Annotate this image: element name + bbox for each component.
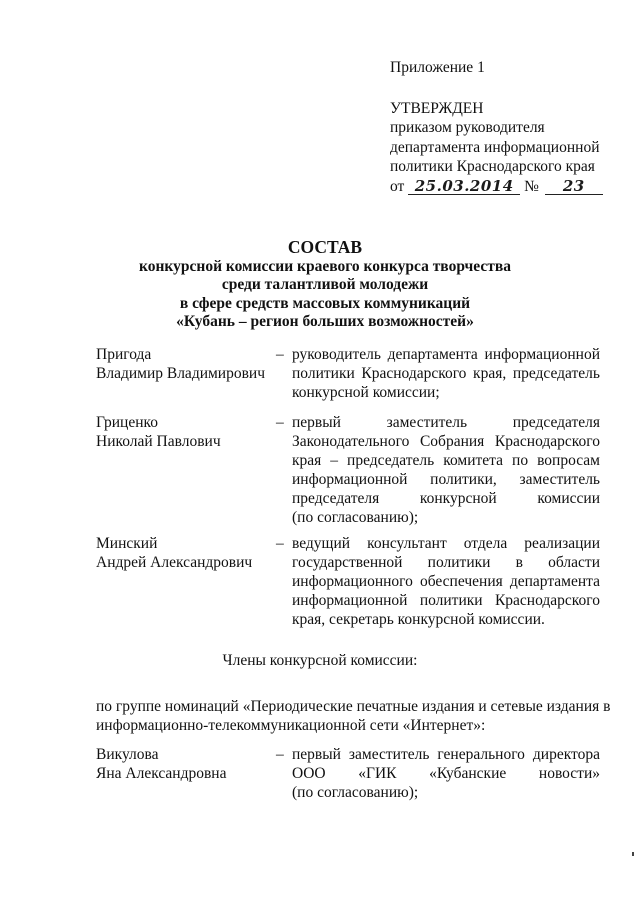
role-line: края, секретарь конкурсной комиссии. — [292, 611, 545, 628]
scan-mark — [632, 852, 634, 856]
document-title — [80, 238, 570, 332]
commission-entry — [96, 413, 600, 527]
title-line: конкурсной комиссии краевого конкурса творчества — [139, 257, 511, 275]
member-name — [96, 745, 276, 783]
group-line: по группе номинаций «Периодические печатные издания и сетевые издания в — [96, 698, 611, 715]
commission-entry — [96, 745, 600, 802]
role-line: конкурсной комиссии; — [292, 384, 440, 401]
role-line: (по согласованию); — [292, 509, 419, 526]
date-prefix: от — [390, 177, 405, 195]
commission-entry — [96, 534, 600, 629]
role-line: информационной политики, заместитель — [292, 471, 600, 488]
member-role — [292, 413, 600, 527]
member-given-name: Николай Павлович — [96, 433, 221, 450]
role-line: первый заместитель председателя — [292, 414, 600, 431]
member-name — [96, 534, 276, 572]
entry-dash: – — [276, 535, 284, 552]
approval-line: приказом руководителя — [390, 119, 545, 136]
role-line: края – председатель комитета по вопросам — [292, 452, 600, 469]
member-name — [96, 345, 276, 383]
title-line: в сфере средств массовых коммуникаций — [179, 294, 471, 312]
member-role — [292, 534, 600, 629]
approval-block — [390, 58, 603, 196]
member-given-name: Яна Александровна — [96, 765, 227, 782]
role-line: (по согласованию); — [292, 784, 419, 801]
entry-dash: – — [276, 746, 284, 763]
role-line: информационной политики Краснодарского — [292, 592, 600, 609]
member-given-name: Владимир Владимирович — [96, 365, 266, 382]
approved-label: УТВЕРЖДЕН — [390, 99, 484, 117]
commission-entry — [96, 345, 600, 402]
title-heading: СОСТАВ — [287, 237, 363, 257]
members-heading: Члены конкурсной комиссии: — [222, 652, 418, 669]
role-line: председателя конкурсной комиссии — [292, 490, 600, 507]
approval-date-line — [390, 177, 603, 197]
entry-dash: – — [276, 414, 284, 431]
member-surname: Викулова — [96, 746, 159, 763]
appendix-label: Приложение 1 — [390, 59, 485, 76]
role-line: государственной политики в области — [292, 554, 600, 571]
group-line: информационно-телекоммуникационной сети «Интернет»: — [96, 717, 486, 734]
title-line: «Кубань – регион больших возможностей» — [176, 313, 474, 330]
member-surname: Пригода — [96, 346, 152, 363]
member-surname: Минский — [96, 535, 158, 552]
role-line: политики Краснодарского края, председатель — [292, 365, 600, 382]
member-name — [96, 413, 276, 451]
role-line: Законодательного Собрания Краснодарского — [292, 433, 600, 450]
role-line: информационного обеспечения департамента — [292, 573, 600, 590]
number-prefix: № — [524, 177, 539, 195]
member-surname: Гриценко — [96, 414, 158, 431]
entry-dash: – — [276, 346, 284, 363]
handwritten-number: 23 — [545, 179, 603, 195]
title-line: среди талантливой молодежи — [221, 276, 429, 293]
approval-line: политики Краснодарского края — [390, 158, 595, 175]
role-line: ведущий консультант отдела реализации — [292, 535, 600, 552]
approval-line: департамента информационной — [390, 138, 600, 156]
nomination-group — [96, 697, 611, 735]
member-given-name: Андрей Александрович — [96, 554, 253, 571]
role-line: ООО «ГИК «Кубанские новости» — [292, 765, 600, 782]
handwritten-date: 25.03.2014 — [408, 179, 520, 195]
member-role — [292, 345, 600, 402]
role-line: первый заместитель генерального директора — [292, 746, 600, 763]
member-role — [292, 745, 600, 802]
role-line: руководитель департамента информационной — [292, 346, 600, 363]
